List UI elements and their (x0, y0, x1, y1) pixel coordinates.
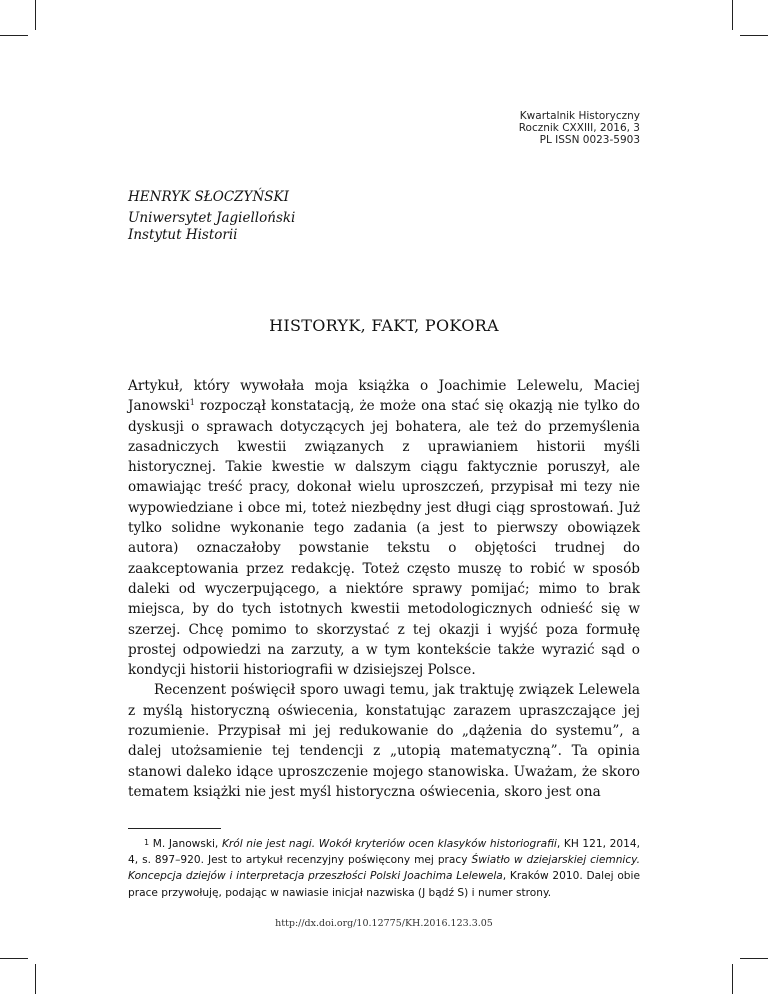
crop-mark (732, 964, 733, 994)
crop-mark (35, 0, 36, 30)
journal-issn: PL ISSN 0023-5903 (539, 134, 640, 146)
footnote-divider (128, 828, 221, 829)
footnote: $^1$ M. Janowski, Król nie jest nagi. Wokół kryteriów ocen klasyków historiografii, KH 121, 2014, 4, s. 897–920. Jest to artykuł recenzyjny poświęcony mej pracy Światło w dziejarskiej ciemnicy. Koncepcja dziejów i interpretacja przeszłości Polski Joachima Lelewela, Kraków 2010. Dalej obie prace przywołuję, podając w nawiasie inicjał nazwiska (J bądź S) i numer strony. (128, 838, 640, 899)
article-title: HISTORYK, FAKT, POKORA (269, 316, 499, 335)
crop-mark (35, 964, 36, 994)
author-institute: Instytut Historii (128, 227, 238, 243)
crop-mark (732, 0, 733, 30)
crop-mark (0, 958, 28, 959)
journal-header (519, 110, 640, 146)
journal-volume: Rocznik CXXIII, 2016, 3 (518, 122, 640, 134)
crop-mark (0, 35, 28, 36)
author-affiliation: Uniwersytet Jagielloński (128, 210, 296, 226)
paragraph: Recenzent poświęcił sporo uwagi temu, jak traktuję związek Lelewela z myślą historyczną oświecenia, konstatując zarazem upraszczające jej rozumienie. Przypisał mi jej redukowanie do „dążenia do systemu”, a dalej utożsamienie tej tendencji z „utopią matematyczną”. Ta opinia stanowi daleko idące uproszczenie mojego stanowiska. Uważam, że skoro tematem książki nie jest myśl historyczna oświecenia, skoro jest ona (128, 682, 640, 800)
journal-name: Kwartalnik Historyczny (519, 110, 640, 122)
author-name: HENRYK SŁOCZYŃSKI (128, 189, 289, 205)
doi-link[interactable]: http://dx.doi.org/10.12775/KH.2016.123.3.05 (275, 918, 493, 929)
article-body (128, 376, 640, 802)
author-block (128, 189, 295, 244)
crop-mark (740, 958, 768, 959)
footnote-ref[interactable]: 1 (189, 398, 195, 408)
crop-mark (740, 35, 768, 36)
paragraph: Artykuł, który wywołała moja książka o Joachimie Lelewelu, Maciej Janowski$^1$ rozpoczął konstatacją, że może ona stać się okazją nie tylko do dyskusji o sprawach dotyczących jej bohatera, ale też do przemyślenia zasadniczych kwestii związanych z uprawianiem historii myśli historycznej. Takie kwestie w dalszym ciągu faktycznie poruszył, ale omawiając treść pracy, dokonał wielu uproszczeń, przypisał mi tezy nie wypowiedziane i obce mi, toteż niezbędny jest długi ciąg sprostowań. Już tylko solidne wykonanie tego zadania (a jest to pierwszy obowiązek autora) oznaczałoby powstanie tekstu o objętości trudnej do zaakceptowania przez redakcję. Toteż często muszę to robić w sposób daleki od wyczerpującego, a niektóre sprawy pomijać; mimo to brak miejsca, by do tych istotnych kwestii metodologicznych odnieść się w szerzej. Chcę pomimo to skorzystać z tej okazji i wyjść poza formułę prostej odpowiedzi na zarzuty, a w tym kontekście także wyrazić sąd o kondycji historii historiografii w dzisiejszej Polsce. (128, 378, 640, 679)
